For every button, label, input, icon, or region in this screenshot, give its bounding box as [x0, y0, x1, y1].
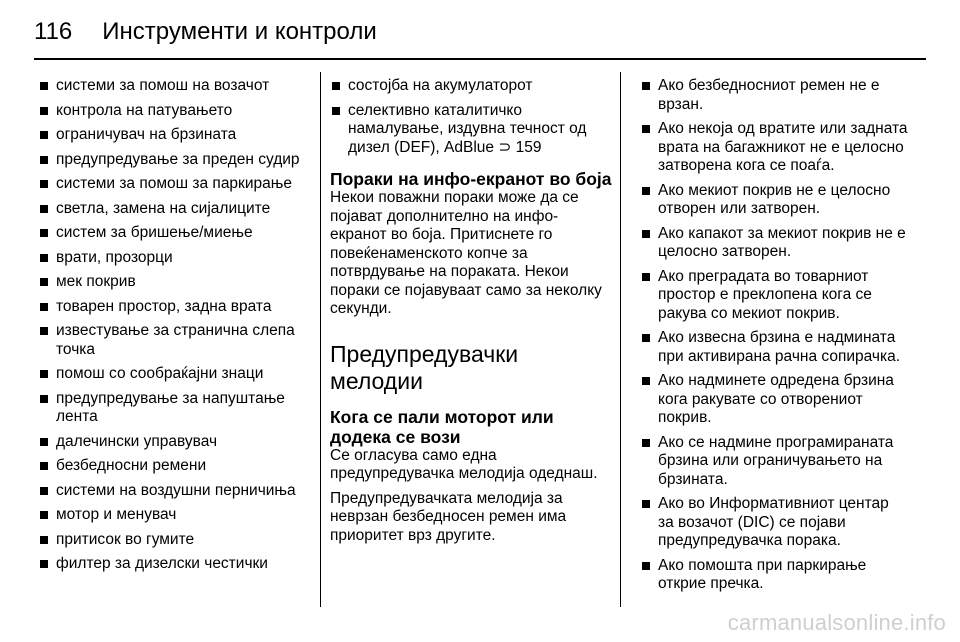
page-reference[interactable]: 159 [515, 138, 542, 156]
column-1 [38, 77, 328, 580]
section-heading: Предупредувачки мелодии [330, 340, 519, 394]
list-item: системи за помош за паркирање [38, 175, 328, 194]
page-number: 116 [34, 18, 73, 45]
list-item: Ако преградата во товарниот простор е преклопена кога се ракува со мекиот покрив. [640, 268, 908, 324]
header-rule [34, 58, 926, 60]
list-item: известување за странична слепа точка [38, 322, 328, 359]
paragraph-messages: Некои поважни пораки може да се појават дополнително на инфо-екранот во боја. Притиснете го повеќенаменското копче за потврдување на пораката. Некои пораки се појавуваат само за неколку секунди. [330, 189, 602, 317]
subheading-messages: Пораки на инфо-екранот во боја [330, 169, 612, 189]
list-item: ограничувач на брзината [38, 126, 328, 145]
list-item: системи на воздушни перничиња [38, 482, 328, 501]
page-reference-arrow-icon: ⊃ [498, 138, 512, 156]
topic-list [38, 77, 328, 574]
list-item-text: селективно каталитичко намалување, издувна течност од дизел (DEF), AdBlue [348, 101, 587, 156]
list-item: мотор и менувач [38, 506, 328, 525]
list-item: системи за помош на возачот [38, 77, 328, 96]
list-item: Ако во Информативниот центар за возачот (DIC) се појави предупредувачка порака. [640, 495, 908, 551]
list-item: состојба на акумулаторот [330, 77, 612, 96]
column-2 [330, 77, 612, 551]
list-item: светла, замена на сијалиците [38, 200, 328, 219]
list-item: Ако извесна брзина е надмината при активирана рачна сопирачка. [640, 329, 908, 366]
list-item: Ако мекиот покрив не е целосно отворен или затворен. [640, 182, 908, 219]
list-item: мек покрив [38, 273, 328, 292]
list-item: товарен простор, задна врата [38, 298, 328, 317]
topic-list [330, 77, 612, 157]
subheading-driving: Кога се пали моторот или додека се вози [330, 406, 554, 447]
list-item: Ако некоја од вратите или задната врата на багажникот не е целосно затворена кога се поаѓа. [640, 120, 908, 176]
condition-list [640, 77, 908, 594]
list-item: контрола на патувањето [38, 102, 328, 121]
column-3 [640, 77, 908, 600]
list-item: предупредување за преден судир [38, 151, 328, 170]
list-item: Ако се надмине програмираната брзина или ограничувањето на брзината. [640, 434, 908, 490]
watermark: carmanualsonline.info [727, 610, 946, 635]
list-item: далечински управувач [38, 433, 328, 452]
column-divider [620, 72, 621, 607]
list-item: предупредување за напуштање лента [38, 390, 328, 427]
list-item: Ако надминете одредена брзина кога ракувате со отворениот покрив. [640, 372, 908, 428]
list-item: Ако помошта при паркирање открие пречка. [640, 557, 908, 594]
list-item: филтер за дизелски честички [38, 555, 328, 574]
paragraph-one-chime: Се огласува само една предупредувачка мелодија одеднаш. [330, 446, 598, 482]
chapter-title: Инструменти и контроли [102, 18, 377, 45]
paragraph-priority: Предупредувачката мелодија за неврзан безбедносен ремен има приоритет врз другите. [330, 489, 567, 544]
list-item: Ако безбедносниот ремен не е врзан. [640, 77, 908, 114]
page-header [34, 12, 377, 52]
list-item: систем за бришење/миење [38, 224, 328, 243]
list-item: безбедносни ремени [38, 457, 328, 476]
list-item: Ако капакот за мекиот покрив не е целосно затворен. [640, 225, 908, 262]
list-item [330, 102, 612, 158]
list-item: врати, прозорци [38, 249, 328, 268]
list-item: помош со сообраќајни знаци [38, 365, 328, 384]
list-item: притисок во гумите [38, 531, 328, 550]
